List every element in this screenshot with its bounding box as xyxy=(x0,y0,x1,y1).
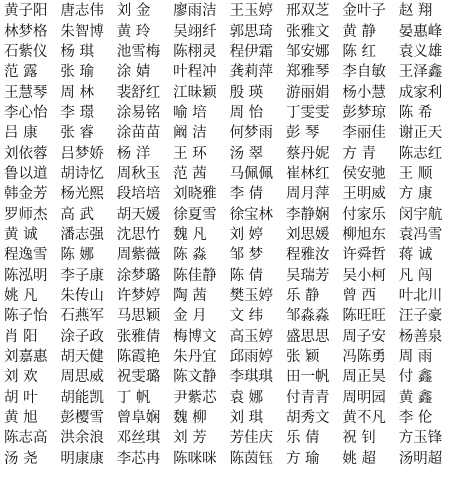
roster-name-cell: 陈 娜 xyxy=(60,247,94,264)
roster-row xyxy=(4,327,456,347)
roster-name-cell: 袁义雄 xyxy=(398,43,443,60)
roster-name-cell: 黄 旭 xyxy=(4,410,38,427)
roster-name-cell: 肖 阳 xyxy=(4,328,38,345)
roster-name-cell: 彭梦琼 xyxy=(342,104,386,121)
roster-name-cell: 杨 琪 xyxy=(60,43,94,60)
roster-name-cell: 周 雨 xyxy=(398,349,433,366)
roster-name-cell: 刘 芳 xyxy=(173,430,207,447)
roster-name-cell: 阚 洁 xyxy=(173,125,207,142)
roster-name-cell: 方 瑜 xyxy=(285,450,320,467)
roster-name-cell: 鲁以道 xyxy=(4,165,48,182)
roster-name-cell: 李心怡 xyxy=(4,104,48,121)
roster-name-cell: 刘思媛 xyxy=(285,226,330,243)
roster-row xyxy=(4,306,456,326)
roster-name-cell: 姚 超 xyxy=(342,450,376,467)
roster-row xyxy=(4,286,456,306)
roster-name-cell: 张 颖 xyxy=(285,349,320,366)
roster-name-cell: 付家乐 xyxy=(342,206,386,223)
roster-name-cell: 洪余浪 xyxy=(60,430,104,447)
roster-name-cell: 金 月 xyxy=(173,308,207,325)
roster-name-cell: 李丽佳 xyxy=(342,125,386,142)
roster-name-cell: 范 露 xyxy=(4,64,38,81)
roster-name-cell: 胡天媛 xyxy=(116,206,161,223)
roster-name-cell: 樊玉婷 xyxy=(229,287,274,304)
roster-name-cell: 程伊霜 xyxy=(229,43,274,60)
roster-name-cell: 汤 翠 xyxy=(229,145,264,162)
roster-name-cell: 潘志强 xyxy=(60,226,104,243)
roster-name-cell: 李子康 xyxy=(60,267,104,284)
roster-name-cell: 周 怡 xyxy=(229,104,264,121)
roster-name-cell: 张雅倩 xyxy=(116,328,161,345)
roster-name-cell: 胡天健 xyxy=(60,349,104,366)
roster-name-cell: 方 康 xyxy=(398,186,433,203)
roster-name-cell: 侯安驰 xyxy=(342,165,386,182)
roster-name-cell: 冯陈勇 xyxy=(342,349,386,366)
roster-row xyxy=(4,204,456,224)
roster-name-cell: 程雅汝 xyxy=(285,247,330,264)
roster-name-cell: 丁雯雯 xyxy=(285,104,330,121)
roster-name-cell: 林梦格 xyxy=(4,23,48,40)
roster-name-cell: 李琪琪 xyxy=(229,369,274,386)
roster-name-cell: 李 倩 xyxy=(229,186,264,203)
roster-name-cell: 李 璟 xyxy=(60,104,94,121)
roster-name-cell: 晏惠峰 xyxy=(398,23,443,40)
roster-row xyxy=(4,347,456,367)
roster-name-cell: 涂易铭 xyxy=(116,104,161,121)
roster-row xyxy=(4,265,456,285)
roster-row xyxy=(4,1,456,21)
roster-name-cell: 殷 瑛 xyxy=(229,84,264,101)
roster-name-cell: 邹安娜 xyxy=(285,43,330,60)
roster-name-cell: 胡秀文 xyxy=(285,410,330,427)
roster-name-cell: 段培培 xyxy=(116,186,161,203)
roster-name-cell: 陈志红 xyxy=(398,145,443,162)
roster-name-cell: 陈 希 xyxy=(398,104,433,121)
roster-name-cell: 成家利 xyxy=(398,84,443,101)
roster-name-cell: 李芯冉 xyxy=(116,450,161,467)
roster-name-cell: 黄 鑫 xyxy=(398,389,433,406)
roster-name-cell: 吴瑞芳 xyxy=(285,267,330,284)
roster-name-cell: 汤 尧 xyxy=(4,450,38,467)
roster-name-cell: 蒋 诚 xyxy=(398,247,433,264)
roster-name-cell: 李自敏 xyxy=(342,64,386,81)
roster-name-cell: 王慧琴 xyxy=(4,84,48,101)
roster-name-cell: 明康康 xyxy=(60,450,104,467)
roster-name-cell: 江昧颖 xyxy=(173,84,217,101)
roster-name-cell: 唐志伟 xyxy=(60,3,104,20)
roster-name-cell: 罗师杰 xyxy=(4,206,48,223)
roster-row xyxy=(4,21,456,41)
roster-name-cell: 叶北川 xyxy=(398,287,443,304)
roster-name-cell: 徐夏雪 xyxy=(173,206,217,223)
roster-name-cell: 池雪梅 xyxy=(116,43,161,60)
roster-name-cell: 周 林 xyxy=(60,84,94,101)
roster-name-cell: 崔林红 xyxy=(285,165,330,182)
roster-row xyxy=(4,245,456,265)
roster-name-cell: 刘 琪 xyxy=(229,410,264,427)
roster-name-cell: 周秋玉 xyxy=(116,165,161,182)
roster-name-cell: 陈栩灵 xyxy=(173,43,217,60)
roster-name-cell: 陈 淼 xyxy=(173,247,207,264)
roster-name-cell: 陈志高 xyxy=(4,430,48,447)
roster-name-cell: 周明园 xyxy=(342,389,386,406)
roster-name-cell: 邹淼淼 xyxy=(285,308,330,325)
roster-name-cell: 刘 金 xyxy=(116,3,151,20)
roster-name-cell: 闵宇航 xyxy=(398,206,443,223)
roster-name-cell: 马思颖 xyxy=(116,308,161,325)
roster-row xyxy=(4,103,456,123)
roster-name-cell: 李 伦 xyxy=(398,410,433,427)
roster-name-cell: 芳佳庆 xyxy=(229,430,274,447)
roster-row xyxy=(4,225,456,245)
roster-name-cell: 游丽娟 xyxy=(285,84,330,101)
roster-name-cell: 刘依蓉 xyxy=(4,145,48,162)
roster-name-cell: 祝 钊 xyxy=(342,430,376,447)
roster-row xyxy=(4,123,456,143)
roster-name-cell: 陈茵钰 xyxy=(229,450,274,467)
roster-name-cell: 李静娴 xyxy=(285,206,330,223)
roster-name-cell: 魏 凡 xyxy=(173,226,207,243)
roster-name-cell: 王 顺 xyxy=(398,165,433,182)
roster-name-cell: 何梦雨 xyxy=(229,125,274,142)
roster-name-cell: 黄子阳 xyxy=(4,3,48,20)
roster-name-cell: 邓丝琪 xyxy=(116,430,161,447)
roster-name-cell: 郑雅琴 xyxy=(285,64,330,81)
roster-name-cell: 龚莉萍 xyxy=(229,64,274,81)
roster-name-cell: 曾阜娴 xyxy=(116,410,161,427)
roster-row xyxy=(4,184,456,204)
roster-row xyxy=(4,82,456,102)
roster-name-cell: 杨小慧 xyxy=(342,84,386,101)
roster-name-cell: 周紫薇 xyxy=(116,247,161,264)
roster-name-cell: 许舜哲 xyxy=(342,247,386,264)
roster-name-cell: 陈泓明 xyxy=(4,267,48,284)
roster-name-cell: 文 纬 xyxy=(229,308,264,325)
roster-name-cell: 涂苗苗 xyxy=(116,125,161,142)
roster-name-cell: 高玉婷 xyxy=(229,328,274,345)
roster-name-cell: 吕梦娇 xyxy=(60,145,104,162)
roster-row xyxy=(4,62,456,82)
roster-name-cell: 陈霞艳 xyxy=(116,349,161,366)
roster-name-cell: 吕 康 xyxy=(4,125,38,142)
roster-name-cell: 邹 梦 xyxy=(229,247,264,264)
roster-row xyxy=(4,388,456,408)
roster-name-cell: 马佩佩 xyxy=(229,165,274,182)
roster-name-cell: 陈佳静 xyxy=(173,267,217,284)
roster-name-cell: 吴小柯 xyxy=(342,267,386,284)
roster-name-cell: 陈 红 xyxy=(342,43,376,60)
roster-name-cell: 胡诗忆 xyxy=(60,165,104,182)
roster-row xyxy=(4,143,456,163)
roster-name-cell: 许梦婷 xyxy=(116,287,161,304)
roster-name-cell: 张 睿 xyxy=(60,125,94,142)
roster-row xyxy=(4,42,456,62)
roster-name-cell: 乐 静 xyxy=(285,287,320,304)
roster-name-cell: 涂梦璐 xyxy=(116,267,161,284)
roster-name-cell: 刘 婷 xyxy=(229,226,264,243)
roster-name-cell: 裴舒红 xyxy=(116,84,161,101)
roster-name-cell: 柳旭东 xyxy=(342,226,386,243)
roster-name-cell: 姚 凡 xyxy=(4,287,38,304)
roster-name-cell: 陶 茜 xyxy=(173,287,207,304)
roster-name-cell: 杨 洋 xyxy=(116,145,151,162)
roster-name-cell: 陈文静 xyxy=(173,369,217,386)
roster-row xyxy=(4,408,456,428)
roster-name-cell: 周正昊 xyxy=(342,369,386,386)
roster-name-cell: 彭樱雪 xyxy=(60,410,104,427)
roster-name-cell: 喻 培 xyxy=(173,104,207,121)
roster-name-cell: 王玉婷 xyxy=(229,3,274,20)
roster-name-cell: 邱雨婷 xyxy=(229,349,274,366)
roster-name-cell: 汤明超 xyxy=(398,450,443,467)
roster-name-cell: 黄 静 xyxy=(342,23,376,40)
roster-name-cell: 袁冯雪 xyxy=(398,226,443,243)
roster-name-cell: 刘晓雅 xyxy=(173,186,217,203)
roster-name-cell: 高 武 xyxy=(60,206,94,223)
roster-name-cell: 周思威 xyxy=(60,369,104,386)
roster-name-cell: 郭思琦 xyxy=(229,23,274,40)
roster-name-cell: 袁 娜 xyxy=(229,389,264,406)
roster-name-cell: 方玉锋 xyxy=(398,430,443,447)
roster-name-cell: 朱智博 xyxy=(60,23,104,40)
roster-name-cell: 王明威 xyxy=(342,186,386,203)
roster-name-cell: 刘嘉惠 xyxy=(4,349,48,366)
roster-name-cell: 韩金芳 xyxy=(4,186,48,203)
roster-name-cell: 梅博文 xyxy=(173,328,217,345)
roster-name-cell: 石紫仪 xyxy=(4,43,48,60)
roster-name-cell: 付青青 xyxy=(285,389,330,406)
roster-name-cell: 王泽鑫 xyxy=(398,64,443,81)
roster-name-cell: 谢正天 xyxy=(398,125,443,142)
roster-name-cell: 张雅文 xyxy=(285,23,330,40)
roster-name-cell: 盛思思 xyxy=(285,328,330,345)
roster-name-cell: 沈思竹 xyxy=(116,226,161,243)
roster-name-cell: 金叶子 xyxy=(342,3,386,20)
roster-row xyxy=(4,367,456,387)
roster-row xyxy=(4,449,456,469)
roster-name-cell: 汪子豪 xyxy=(398,308,443,325)
roster-name-cell: 吴翊纤 xyxy=(173,23,217,40)
roster-name-cell: 彭 琴 xyxy=(285,125,320,142)
roster-name-cell: 祝雯璐 xyxy=(116,369,161,386)
roster-name-cell: 杨光熙 xyxy=(60,186,104,203)
roster-name-cell: 胡能凯 xyxy=(60,389,104,406)
roster-name-cell: 邢双芝 xyxy=(285,3,330,20)
roster-name-cell: 石燕军 xyxy=(60,308,104,325)
roster-name-cell: 陈子怡 xyxy=(4,308,48,325)
roster-name-cell: 程逸雪 xyxy=(4,247,48,264)
roster-name-cell: 陈旺旺 xyxy=(342,308,386,325)
roster-name-cell: 王 环 xyxy=(173,145,207,162)
roster-name-cell: 廖雨洁 xyxy=(173,3,217,20)
roster-row xyxy=(4,164,456,184)
roster-name-cell: 周月萍 xyxy=(285,186,330,203)
roster-name-cell: 黄 诚 xyxy=(4,226,38,243)
roster-name-cell: 朱丹宜 xyxy=(173,349,217,366)
roster-name-cell: 蔡丹妮 xyxy=(285,145,330,162)
roster-name-cell: 杨善泉 xyxy=(398,328,443,345)
roster-name-cell: 田一帆 xyxy=(285,369,330,386)
roster-row xyxy=(4,428,456,448)
roster-name-cell: 方 青 xyxy=(342,145,376,162)
roster-name-cell: 丁 帆 xyxy=(116,389,151,406)
roster-name-cell: 朱传山 xyxy=(60,287,104,304)
roster-name-cell: 黄 玲 xyxy=(116,23,151,40)
roster-name-cell: 魏 柳 xyxy=(173,410,207,427)
roster-name-cell: 刘 欢 xyxy=(4,369,38,386)
roster-name-cell: 黄不凡 xyxy=(342,410,386,427)
roster-name-cell: 陈 倩 xyxy=(229,267,264,284)
roster-name-cell: 周子安 xyxy=(342,328,386,345)
roster-name-cell: 赵 翔 xyxy=(398,3,433,20)
roster-name-cell: 尹紫芯 xyxy=(173,389,217,406)
roster-name-cell: 涂 婧 xyxy=(116,64,151,81)
roster-name-cell: 涂子政 xyxy=(60,328,104,345)
roster-name-cell: 胡 叶 xyxy=(4,389,38,406)
roster-name-cell: 陈咪咪 xyxy=(173,450,217,467)
roster-name-cell: 叶程冲 xyxy=(173,64,217,81)
roster-name-cell: 曾 西 xyxy=(342,287,376,304)
roster-name-cell: 凡 闯 xyxy=(398,267,433,284)
roster-name-cell: 付 鑫 xyxy=(398,369,433,386)
roster-name-cell: 徐宝林 xyxy=(229,206,274,223)
roster-name-cell: 乐 倩 xyxy=(285,430,320,447)
roster-name-cell: 范 茜 xyxy=(173,165,207,182)
roster-name-cell: 张 瑜 xyxy=(60,64,94,81)
